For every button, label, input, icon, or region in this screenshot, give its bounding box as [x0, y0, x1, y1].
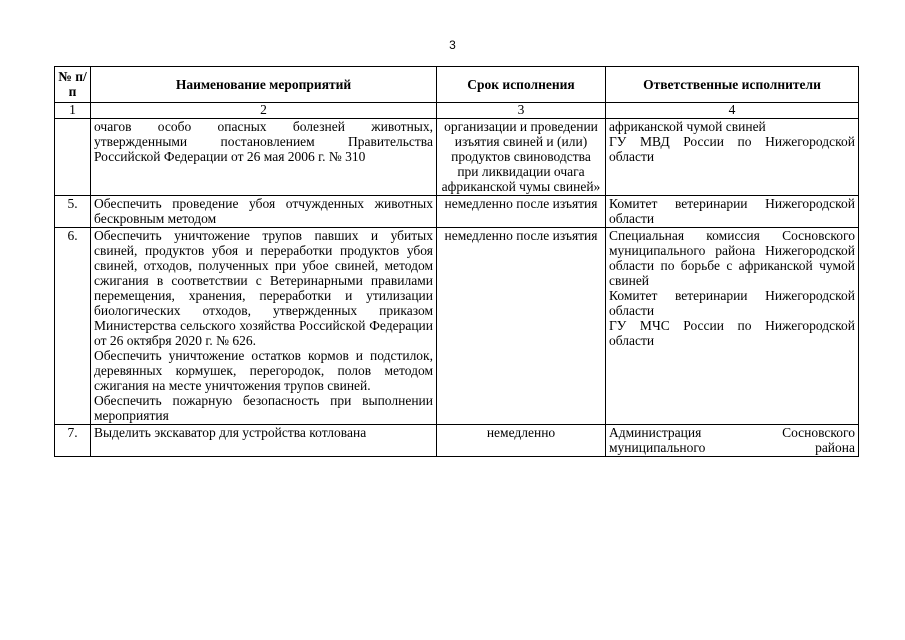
header-number: № п/п: [55, 67, 91, 103]
responsible-text: Специальная комиссия Сосновского муниципального района Нижегородской области по борьбе с африканской чумой свиней: [609, 228, 855, 288]
table-row: [55, 119, 859, 196]
deadline-text: организации и проведении изъятия свиней и (или) продуктов свиноводства при ликвидации очага африканской чумы свиней»: [437, 119, 606, 196]
task-text: Обеспечить проведение убоя отчужденных животных бескровным методом: [91, 196, 437, 228]
row-number: 6.: [55, 228, 91, 425]
column-number: 1: [55, 103, 91, 119]
header-responsible: Ответственные исполнители: [606, 67, 859, 103]
column-number-row: [55, 103, 859, 119]
responsible-text: ГУ МЧС России по Нижегородской области: [609, 318, 855, 348]
row-number: [55, 119, 91, 196]
column-number: 3: [437, 103, 606, 119]
deadline-text: немедленно после изъятия: [437, 228, 606, 425]
table-row: [55, 228, 859, 425]
task-text: Выделить экскаватор для устройства котлована: [91, 425, 437, 457]
table-row: [55, 425, 859, 457]
responsible-cell: [606, 425, 859, 457]
responsible-text: Администрация Сосновского муниципального района: [609, 425, 855, 455]
deadline-text: немедленно: [437, 425, 606, 457]
responsible-cell: [606, 119, 859, 196]
responsible-text: Комитет ветеринарии Нижегородской области: [609, 288, 855, 318]
responsible-text: африканской чумой свиней: [609, 119, 766, 134]
measures-table: [54, 66, 859, 457]
table-row: [55, 196, 859, 228]
responsible-text: Комитет ветеринарии Нижегородской области: [606, 196, 859, 228]
row-number: 7.: [55, 425, 91, 457]
table-header-row: [55, 67, 859, 103]
responsible-cell: [606, 228, 859, 425]
column-number: 4: [606, 103, 859, 119]
header-task: Наименование мероприятий: [91, 67, 437, 103]
column-number: 2: [91, 103, 437, 119]
deadline-text: немедленно после изъятия: [437, 196, 606, 228]
row-number: 5.: [55, 196, 91, 228]
task-cell: [91, 228, 437, 425]
responsible-text: ГУ МВД России по Нижегородской области: [609, 134, 855, 164]
page-number: 3: [449, 38, 456, 52]
task-text: Обеспечить уничтожение трупов павших и убитых свиней, продуктов убоя и переработки продуктов убоя свиней, отходов, полученных при убое свиней, методом сжигания в соответствии с Ветеринарными правилами перемещения, хранения, переработки и утилизации биологических отходов, утвержденных приказом Министерства сельского хозяйства Российской Федерации от 26 октября 2020 г. № 626.: [94, 228, 433, 348]
task-text: очагов особо опасных болезней животных, утвержденными постановлением Правительства Российской Федерации от 26 мая 2006 г. № 310: [91, 119, 437, 196]
header-deadline: Срок исполнения: [437, 67, 606, 103]
task-text: Обеспечить пожарную безопасность при выполнении мероприятия: [94, 393, 433, 423]
task-text: Обеспечить уничтожение остатков кормов и подстилок, деревянных кормушек, перегородок, полов методом сжигания на месте уничтожения трупов свиней.: [94, 348, 433, 393]
